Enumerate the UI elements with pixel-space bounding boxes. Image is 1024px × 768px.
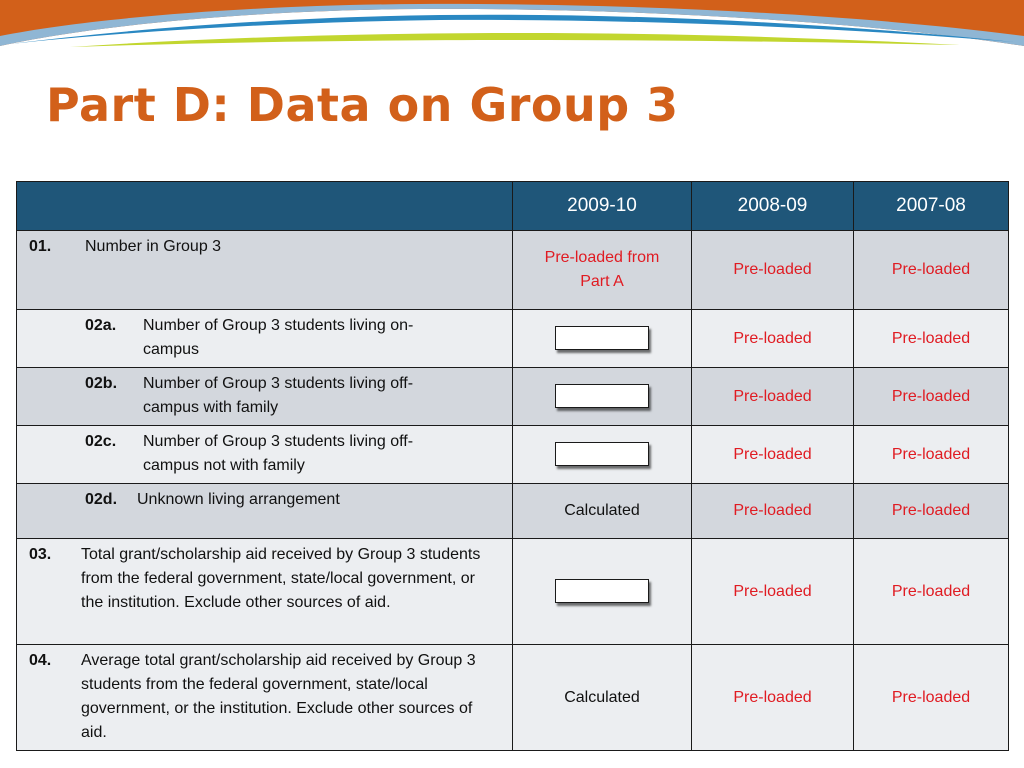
page-title: Part D: Data on Group 3 (46, 78, 679, 132)
row-label-text: Number in Group 3 (85, 238, 222, 255)
row-number: 02a. (85, 317, 117, 334)
row-label-02a (17, 310, 513, 368)
value-input-03[interactable] (555, 579, 649, 603)
cell-2009-10 (513, 310, 692, 368)
cell-2007-08: Pre-loaded (854, 426, 1009, 484)
row-number: 01. (29, 238, 52, 255)
row-number: 02d. (85, 491, 118, 508)
row-label-text: Number of Group 3 students living off-campus with family (143, 375, 414, 416)
row-label-text: Average total grant/scholarship aid received by Group 3 students from the federal government, state/local government, or the institution. Exclude other sources of aid. (81, 652, 476, 741)
row-number: 02b. (85, 375, 118, 392)
row-number: 03. (29, 546, 52, 563)
row-number: 04. (29, 652, 52, 669)
cell-2008-09: Pre-loaded (692, 368, 854, 426)
value-input-02a[interactable] (555, 326, 649, 350)
cell-2007-08: Pre-loaded (854, 539, 1009, 645)
table-row (17, 310, 1009, 368)
cell-2009-10 (513, 426, 692, 484)
row-label-03 (17, 539, 513, 645)
cell-2007-08: Pre-loaded (854, 645, 1009, 751)
table-row (17, 645, 1009, 751)
header-label-column (17, 182, 513, 231)
cell-2008-09: Pre-loaded (692, 645, 854, 751)
table-row (17, 368, 1009, 426)
row-label-text: Unknown living arrangement (137, 491, 340, 508)
cell-2009-10 (513, 539, 692, 645)
row-label-01 (17, 231, 513, 310)
cell-2008-09: Pre-loaded (692, 484, 854, 539)
table-row (17, 539, 1009, 645)
cell-2009-10 (513, 368, 692, 426)
table-row (17, 231, 1009, 310)
header-banner (0, 0, 1024, 60)
table-row (17, 484, 1009, 539)
cell-2008-09: Pre-loaded (692, 310, 854, 368)
row-label-02c (17, 426, 513, 484)
row-label-text: Number of Group 3 students living off-campus not with family (143, 433, 414, 474)
cell-2007-08: Pre-loaded (854, 484, 1009, 539)
header-2009-10: 2009-10 (513, 182, 692, 231)
cell-2008-09: Pre-loaded (692, 426, 854, 484)
header-2008-09: 2008-09 (692, 182, 854, 231)
cell-2008-09: Pre-loaded (692, 539, 854, 645)
row-label-04 (17, 645, 513, 751)
cell-2007-08: Pre-loaded (854, 368, 1009, 426)
row-label-02d (17, 484, 513, 539)
row-label-02b (17, 368, 513, 426)
cell-2009-10: Calculated (513, 484, 692, 539)
table-row (17, 426, 1009, 484)
group3-data-table (16, 181, 1009, 751)
value-input-02b[interactable] (555, 384, 649, 408)
cell-2007-08: Pre-loaded (854, 231, 1009, 310)
table-header-row (17, 182, 1009, 231)
cell-2008-09: Pre-loaded (692, 231, 854, 310)
value-input-02c[interactable] (555, 442, 649, 466)
cell-2009-10: Calculated (513, 645, 692, 751)
row-label-text: Number of Group 3 students living on-campus (143, 317, 414, 358)
cell-2009-10: Pre-loaded from Part A (513, 231, 692, 310)
header-2007-08: 2007-08 (854, 182, 1009, 231)
row-label-text: Total grant/scholarship aid received by Group 3 students from the federal government, state/local government, or the institution. Exclude other sources of aid. (81, 546, 481, 611)
row-number: 02c. (85, 433, 117, 450)
cell-2007-08: Pre-loaded (854, 310, 1009, 368)
